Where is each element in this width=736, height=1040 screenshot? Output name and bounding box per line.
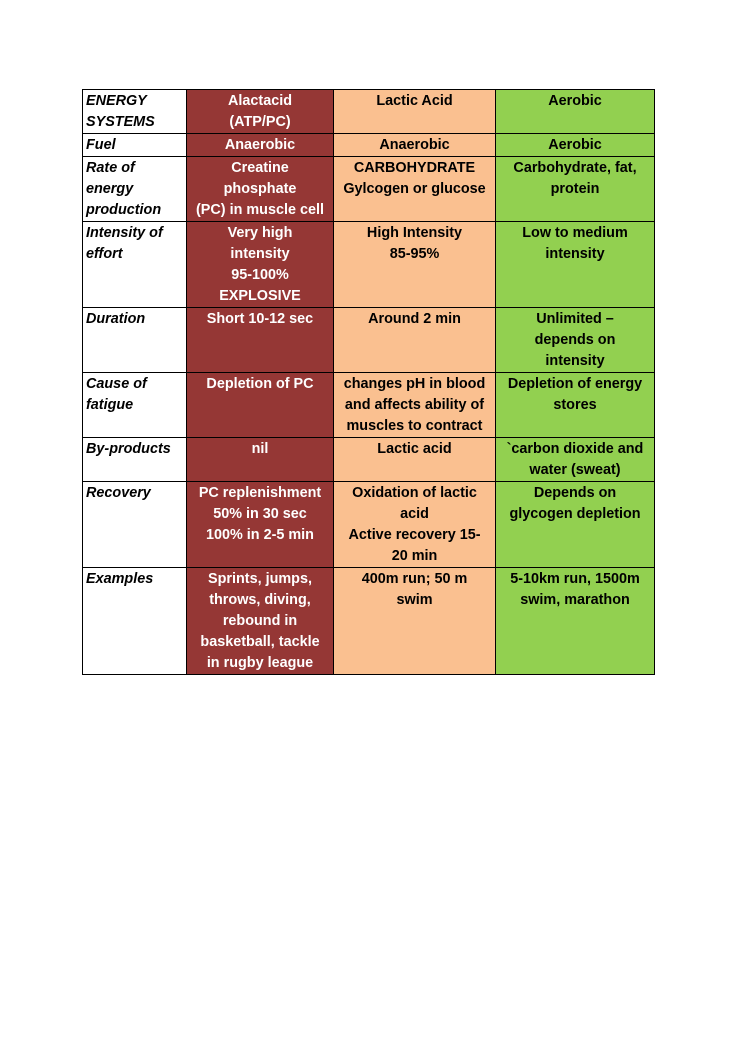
aerobic-cell: Unlimited – depends on intensity — [496, 308, 655, 373]
alactacid-cell: Anaerobic — [187, 134, 334, 157]
header-alactacid-cell: Alactacid (ATP/PC) — [187, 90, 334, 134]
table-row-fuel — [83, 134, 655, 157]
lactic-cell: Lactic acid — [334, 438, 496, 482]
table-row-rate — [83, 157, 655, 222]
aerobic-cell: Aerobic — [496, 134, 655, 157]
aerobic-cell: Low to medium intensity — [496, 222, 655, 308]
lactic-cell: CARBOHYDRATE Gylcogen or glucose — [334, 157, 496, 222]
table-row-examples — [83, 568, 655, 675]
header-label-cell: ENERGY SYSTEMS — [83, 90, 187, 134]
table-row-fatigue — [83, 373, 655, 438]
header-aerobic-cell: Aerobic — [496, 90, 655, 134]
alactacid-cell: Creatine phosphate (PC) in muscle cell — [187, 157, 334, 222]
table-row-duration — [83, 308, 655, 373]
row-label-cell: By-products — [83, 438, 187, 482]
row-label-cell: Rate of energy production — [83, 157, 187, 222]
alactacid-cell: nil — [187, 438, 334, 482]
lactic-cell: Oxidation of lactic acid Active recovery 15- 20 min — [334, 482, 496, 568]
table-row-byproducts — [83, 438, 655, 482]
aerobic-cell: Depletion of energy stores — [496, 373, 655, 438]
table-row-recovery — [83, 482, 655, 568]
table-row-intensity — [83, 222, 655, 308]
aerobic-cell: 5-10km run, 1500m swim, marathon — [496, 568, 655, 675]
aerobic-cell: Depends on glycogen depletion — [496, 482, 655, 568]
row-label-cell: Fuel — [83, 134, 187, 157]
energy-systems-table — [82, 89, 655, 675]
lactic-cell: changes pH in blood and affects ability of muscles to contract — [334, 373, 496, 438]
row-label-cell: Recovery — [83, 482, 187, 568]
aerobic-cell: Carbohydrate, fat, protein — [496, 157, 655, 222]
lactic-cell: Anaerobic — [334, 134, 496, 157]
lactic-cell: High Intensity 85-95% — [334, 222, 496, 308]
row-label-cell: Examples — [83, 568, 187, 675]
alactacid-cell: PC replenishment 50% in 30 sec 100% in 2-5 min — [187, 482, 334, 568]
alactacid-cell: Short 10-12 sec — [187, 308, 334, 373]
alactacid-cell: Sprints, jumps, throws, diving, rebound in basketball, tackle in rugby league — [187, 568, 334, 675]
header-lactic-cell: Lactic Acid — [334, 90, 496, 134]
row-label-cell: Duration — [83, 308, 187, 373]
alactacid-cell: Depletion of PC — [187, 373, 334, 438]
lactic-cell: 400m run; 50 m swim — [334, 568, 496, 675]
row-label-cell: Intensity of effort — [83, 222, 187, 308]
row-label-cell: Cause of fatigue — [83, 373, 187, 438]
header-row — [83, 90, 655, 134]
aerobic-cell: `carbon dioxide and water (sweat) — [496, 438, 655, 482]
alactacid-cell: Very high intensity 95-100% EXPLOSIVE — [187, 222, 334, 308]
lactic-cell: Around 2 min — [334, 308, 496, 373]
